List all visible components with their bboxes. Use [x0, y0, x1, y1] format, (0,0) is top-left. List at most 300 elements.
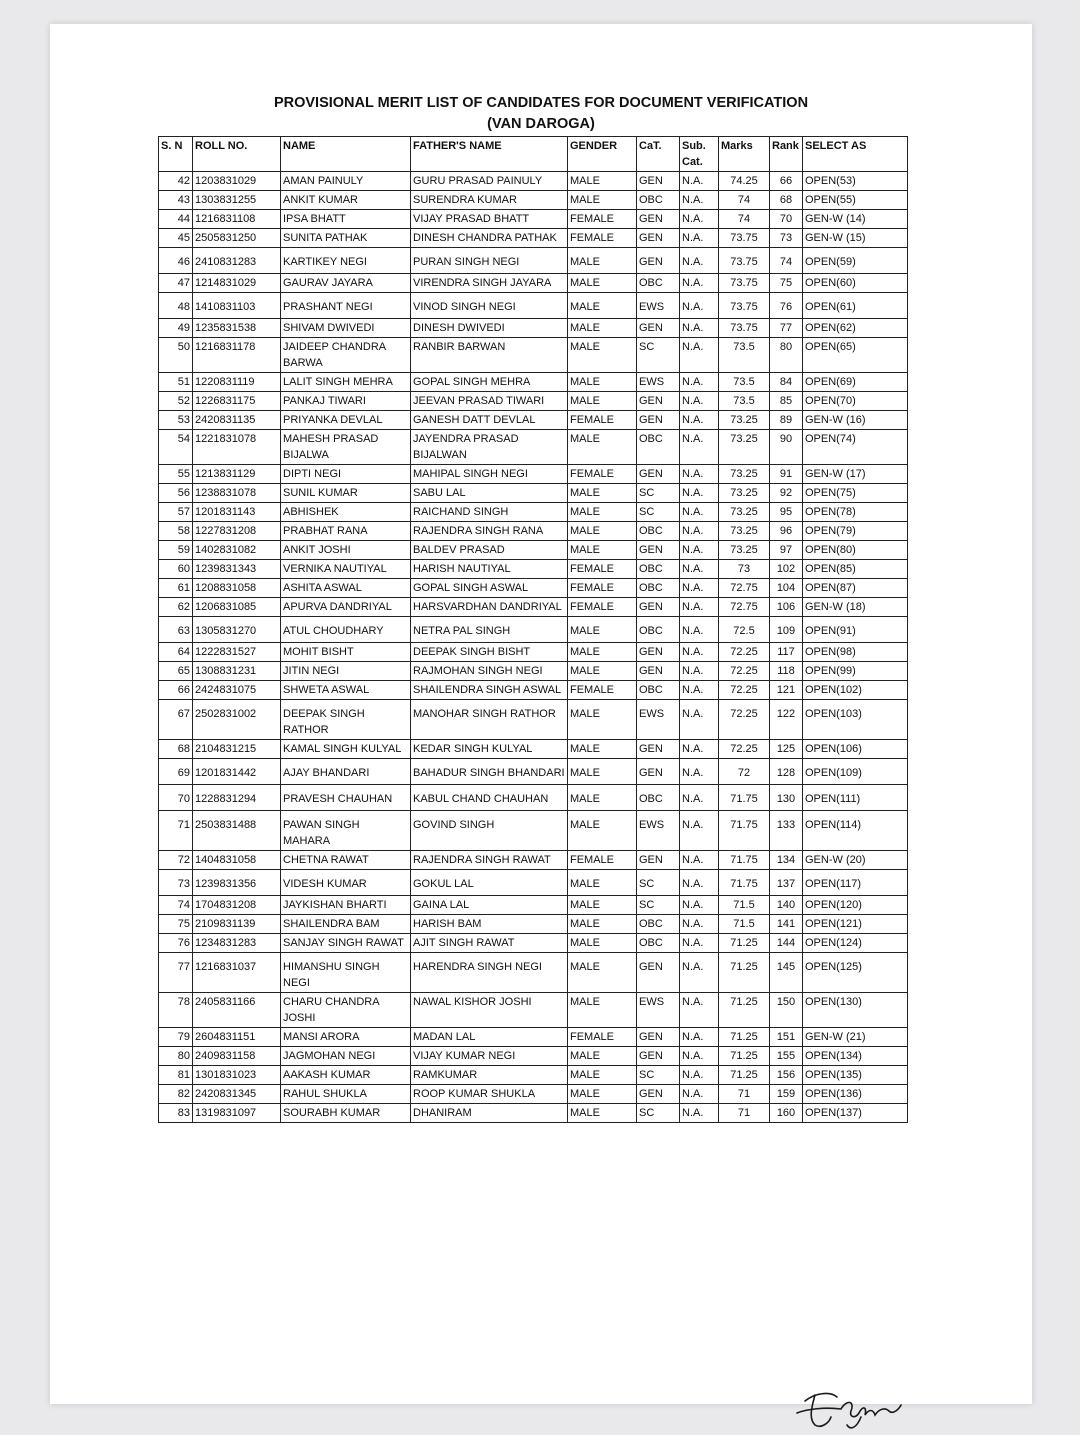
table-row [159, 759, 908, 785]
cell-gender: MALE [568, 662, 637, 681]
cell-sn: 71 [159, 811, 193, 851]
cell-sub-category: N.A. [680, 851, 719, 870]
cell-gender: MALE [568, 1047, 637, 1066]
cell-sub-category: N.A. [680, 191, 719, 210]
cell-father-name: GOPAL SINGH MEHRA [411, 373, 568, 392]
cell-marks: 72.25 [719, 700, 770, 740]
cell-gender: MALE [568, 896, 637, 915]
cell-name: KARTIKEY NEGI [281, 248, 411, 274]
cell-name: SOURABH KUMAR [281, 1104, 411, 1123]
cell-sn: 61 [159, 579, 193, 598]
cell-rank: 106 [770, 598, 803, 617]
cell-gender: MALE [568, 1066, 637, 1085]
cell-father-name: JEEVAN PRASAD TIWARI [411, 392, 568, 411]
cell-sub-category: N.A. [680, 338, 719, 373]
cell-roll-no: 1226831175 [193, 392, 281, 411]
cell-category: GEN [637, 643, 680, 662]
cell-roll-no: 1216831037 [193, 953, 281, 993]
cell-gender: MALE [568, 617, 637, 643]
cell-rank: 134 [770, 851, 803, 870]
cell-category: GEN [637, 1085, 680, 1104]
cell-sub-category: N.A. [680, 662, 719, 681]
cell-select-as: OPEN(62) [803, 319, 908, 338]
cell-category: OBC [637, 934, 680, 953]
cell-gender: MALE [568, 934, 637, 953]
cell-category: EWS [637, 993, 680, 1028]
cell-father-name: BALDEV PRASAD [411, 541, 568, 560]
cell-sn: 42 [159, 172, 193, 191]
cell-select-as: GEN-W (17) [803, 465, 908, 484]
cell-marks: 73 [719, 560, 770, 579]
header-gender: GENDER [568, 137, 637, 172]
cell-gender: FEMALE [568, 579, 637, 598]
cell-sub-category: N.A. [680, 993, 719, 1028]
cell-category: GEN [637, 172, 680, 191]
cell-name: VERNIKA NAUTIYAL [281, 560, 411, 579]
cell-roll-no: 1235831538 [193, 319, 281, 338]
cell-father-name: AJIT SINGH RAWAT [411, 934, 568, 953]
cell-select-as: OPEN(134) [803, 1047, 908, 1066]
cell-marks: 71.75 [719, 785, 770, 811]
cell-gender: MALE [568, 191, 637, 210]
cell-father-name: HARSVARDHAN DANDRIYAL [411, 598, 568, 617]
cell-rank: 117 [770, 643, 803, 662]
cell-category: EWS [637, 373, 680, 392]
cell-sub-category: N.A. [680, 210, 719, 229]
cell-sub-category: N.A. [680, 598, 719, 617]
cell-gender: MALE [568, 392, 637, 411]
cell-roll-no: 2505831250 [193, 229, 281, 248]
cell-category: GEN [637, 229, 680, 248]
cell-select-as: OPEN(102) [803, 681, 908, 700]
cell-select-as: OPEN(74) [803, 430, 908, 465]
cell-sub-category: N.A. [680, 700, 719, 740]
cell-category: GEN [637, 851, 680, 870]
cell-rank: 137 [770, 870, 803, 896]
table-row [159, 1028, 908, 1047]
cell-sn: 49 [159, 319, 193, 338]
header-marks: Marks [719, 137, 770, 172]
cell-gender: MALE [568, 293, 637, 319]
cell-category: SC [637, 1066, 680, 1085]
cell-marks: 71 [719, 1085, 770, 1104]
cell-name: ANKIT JOSHI [281, 541, 411, 560]
cell-marks: 72.5 [719, 617, 770, 643]
cell-gender: MALE [568, 319, 637, 338]
cell-name: AJAY BHANDARI [281, 759, 411, 785]
cell-roll-no: 1206831085 [193, 598, 281, 617]
cell-category: SC [637, 896, 680, 915]
cell-sub-category: N.A. [680, 934, 719, 953]
cell-marks: 72.25 [719, 681, 770, 700]
cell-father-name: DHANIRAM [411, 1104, 568, 1123]
cell-roll-no: 1227831208 [193, 522, 281, 541]
cell-rank: 150 [770, 993, 803, 1028]
cell-select-as: OPEN(91) [803, 617, 908, 643]
cell-roll-no: 2409831158 [193, 1047, 281, 1066]
cell-sn: 62 [159, 598, 193, 617]
cell-select-as: OPEN(55) [803, 191, 908, 210]
cell-category: OBC [637, 522, 680, 541]
cell-sub-category: N.A. [680, 740, 719, 759]
cell-roll-no: 2109831139 [193, 915, 281, 934]
cell-name: PRIYANKA DEVLAL [281, 411, 411, 430]
table-row [159, 172, 908, 191]
table-row [159, 1066, 908, 1085]
cell-father-name: VIJAY KUMAR NEGI [411, 1047, 568, 1066]
cell-gender: FEMALE [568, 560, 637, 579]
cell-select-as: OPEN(125) [803, 953, 908, 993]
cell-gender: MALE [568, 643, 637, 662]
cell-name: MOHIT BISHT [281, 643, 411, 662]
cell-select-as: OPEN(70) [803, 392, 908, 411]
cell-name: SUNIL KUMAR [281, 484, 411, 503]
cell-category: GEN [637, 541, 680, 560]
cell-marks: 71.25 [719, 1066, 770, 1085]
cell-roll-no: 1203831029 [193, 172, 281, 191]
table-row [159, 740, 908, 759]
cell-father-name: HARENDRA SINGH NEGI [411, 953, 568, 993]
cell-name: MANSI ARORA [281, 1028, 411, 1047]
cell-rank: 121 [770, 681, 803, 700]
cell-marks: 71.5 [719, 896, 770, 915]
cell-father-name: HARISH BAM [411, 915, 568, 934]
cell-name: CHETNA RAWAT [281, 851, 411, 870]
table-row [159, 338, 908, 373]
header-category: CaT. [637, 137, 680, 172]
cell-rank: 66 [770, 172, 803, 191]
cell-sub-category: N.A. [680, 293, 719, 319]
cell-category: GEN [637, 319, 680, 338]
cell-roll-no: 1234831283 [193, 934, 281, 953]
cell-roll-no: 1201831442 [193, 759, 281, 785]
cell-marks: 71.75 [719, 811, 770, 851]
cell-select-as: OPEN(120) [803, 896, 908, 915]
cell-gender: MALE [568, 484, 637, 503]
cell-sub-category: N.A. [680, 560, 719, 579]
cell-roll-no: 1239831343 [193, 560, 281, 579]
cell-sub-category: N.A. [680, 229, 719, 248]
cell-sn: 83 [159, 1104, 193, 1123]
cell-marks: 73.5 [719, 338, 770, 373]
cell-rank: 122 [770, 700, 803, 740]
cell-marks: 73.25 [719, 465, 770, 484]
cell-roll-no: 1239831356 [193, 870, 281, 896]
cell-father-name: MADAN LAL [411, 1028, 568, 1047]
cell-sn: 44 [159, 210, 193, 229]
cell-category: OBC [637, 191, 680, 210]
cell-marks: 72.75 [719, 598, 770, 617]
cell-roll-no: 2424831075 [193, 681, 281, 700]
table-row [159, 430, 908, 465]
cell-rank: 109 [770, 617, 803, 643]
cell-sub-category: N.A. [680, 1028, 719, 1047]
cell-roll-no: 1301831023 [193, 1066, 281, 1085]
cell-name: ATUL CHOUDHARY [281, 617, 411, 643]
cell-rank: 76 [770, 293, 803, 319]
cell-select-as: OPEN(103) [803, 700, 908, 740]
cell-marks: 73.25 [719, 430, 770, 465]
cell-select-as: GEN-W (16) [803, 411, 908, 430]
cell-father-name: SHAILENDRA SINGH ASWAL [411, 681, 568, 700]
cell-roll-no: 1221831078 [193, 430, 281, 465]
table-row [159, 870, 908, 896]
cell-marks: 73.25 [719, 522, 770, 541]
cell-sub-category: N.A. [680, 785, 719, 811]
cell-name: ABHISHEK [281, 503, 411, 522]
cell-category: GEN [637, 759, 680, 785]
cell-father-name: NETRA PAL SINGH [411, 617, 568, 643]
cell-rank: 73 [770, 229, 803, 248]
cell-gender: MALE [568, 430, 637, 465]
cell-rank: 145 [770, 953, 803, 993]
cell-category: EWS [637, 811, 680, 851]
cell-sub-category: N.A. [680, 274, 719, 293]
cell-gender: MALE [568, 541, 637, 560]
table-header-row [159, 137, 908, 172]
cell-name: JAYKISHAN BHARTI [281, 896, 411, 915]
cell-sn: 50 [159, 338, 193, 373]
cell-rank: 151 [770, 1028, 803, 1047]
cell-gender: MALE [568, 740, 637, 759]
cell-sub-category: N.A. [680, 915, 719, 934]
table-row [159, 953, 908, 993]
cell-father-name: SABU LAL [411, 484, 568, 503]
cell-roll-no: 2104831215 [193, 740, 281, 759]
cell-rank: 70 [770, 210, 803, 229]
cell-select-as: OPEN(99) [803, 662, 908, 681]
cell-name: PRAVESH CHAUHAN [281, 785, 411, 811]
table-row [159, 484, 908, 503]
table-row [159, 896, 908, 915]
cell-category: OBC [637, 274, 680, 293]
cell-father-name: GAINA LAL [411, 896, 568, 915]
cell-select-as: OPEN(65) [803, 338, 908, 373]
cell-gender: MALE [568, 338, 637, 373]
signature-icon [785, 1379, 935, 1435]
cell-name: JITIN NEGI [281, 662, 411, 681]
cell-select-as: OPEN(124) [803, 934, 908, 953]
cell-roll-no: 1208831058 [193, 579, 281, 598]
cell-father-name: JAYENDRA PRASAD BIJALWAN [411, 430, 568, 465]
cell-gender: MALE [568, 1085, 637, 1104]
cell-roll-no: 1404831058 [193, 851, 281, 870]
cell-sn: 77 [159, 953, 193, 993]
cell-marks: 71.75 [719, 851, 770, 870]
header-rank: Rank [770, 137, 803, 172]
cell-select-as: OPEN(136) [803, 1085, 908, 1104]
cell-sn: 64 [159, 643, 193, 662]
cell-category: SC [637, 338, 680, 373]
cell-father-name: GOVIND SINGH [411, 811, 568, 851]
cell-sn: 82 [159, 1085, 193, 1104]
cell-sub-category: N.A. [680, 870, 719, 896]
cell-select-as: OPEN(59) [803, 248, 908, 274]
cell-father-name: DINESH DWIVEDI [411, 319, 568, 338]
cell-rank: 128 [770, 759, 803, 785]
header-roll-no: ROLL NO. [193, 137, 281, 172]
cell-roll-no: 1228831294 [193, 785, 281, 811]
cell-sub-category: N.A. [680, 522, 719, 541]
cell-sub-category: N.A. [680, 319, 719, 338]
table-row [159, 210, 908, 229]
cell-roll-no: 2502831002 [193, 700, 281, 740]
cell-name: PAWAN SINGH MAHARA [281, 811, 411, 851]
cell-gender: FEMALE [568, 229, 637, 248]
cell-roll-no: 1319831097 [193, 1104, 281, 1123]
cell-marks: 71.25 [719, 1028, 770, 1047]
cell-select-as: OPEN(78) [803, 503, 908, 522]
cell-rank: 118 [770, 662, 803, 681]
cell-select-as: GEN-W (21) [803, 1028, 908, 1047]
table-row [159, 851, 908, 870]
table-body [159, 172, 908, 1123]
cell-sn: 56 [159, 484, 193, 503]
cell-sn: 51 [159, 373, 193, 392]
header-select-as: SELECT AS [803, 137, 908, 172]
cell-sn: 63 [159, 617, 193, 643]
cell-father-name: VIRENDRA SINGH JAYARA [411, 274, 568, 293]
cell-marks: 74.25 [719, 172, 770, 191]
cell-father-name: GOKUL LAL [411, 870, 568, 896]
table-row [159, 274, 908, 293]
table-row [159, 229, 908, 248]
cell-gender: FEMALE [568, 851, 637, 870]
cell-name: ANKIT KUMAR [281, 191, 411, 210]
cell-gender: MALE [568, 373, 637, 392]
cell-father-name: BAHADUR SINGH BHANDARI [411, 759, 568, 785]
cell-name: SHIVAM DWIVEDI [281, 319, 411, 338]
cell-gender: MALE [568, 993, 637, 1028]
cell-rank: 84 [770, 373, 803, 392]
cell-sub-category: N.A. [680, 896, 719, 915]
cell-marks: 73.5 [719, 392, 770, 411]
cell-roll-no: 1216831108 [193, 210, 281, 229]
cell-name: PANKAJ TIWARI [281, 392, 411, 411]
cell-rank: 68 [770, 191, 803, 210]
cell-rank: 160 [770, 1104, 803, 1123]
table-row [159, 662, 908, 681]
cell-name: ASHITA ASWAL [281, 579, 411, 598]
cell-category: SC [637, 1104, 680, 1123]
cell-category: OBC [637, 560, 680, 579]
cell-father-name: ROOP KUMAR SHUKLA [411, 1085, 568, 1104]
cell-sn: 72 [159, 851, 193, 870]
cell-rank: 155 [770, 1047, 803, 1066]
cell-gender: MALE [568, 503, 637, 522]
table-row [159, 579, 908, 598]
table-row [159, 1085, 908, 1104]
cell-name: SUNITA PATHAK [281, 229, 411, 248]
cell-marks: 71 [719, 1104, 770, 1123]
cell-name: APURVA DANDRIYAL [281, 598, 411, 617]
table-row [159, 598, 908, 617]
table-row [159, 541, 908, 560]
cell-category: GEN [637, 248, 680, 274]
cell-select-as: OPEN(53) [803, 172, 908, 191]
cell-father-name: GURU PRASAD PAINULY [411, 172, 568, 191]
cell-marks: 72.25 [719, 740, 770, 759]
cell-select-as: OPEN(109) [803, 759, 908, 785]
cell-name: AMAN PAINULY [281, 172, 411, 191]
cell-name: CHARU CHANDRA JOSHI [281, 993, 411, 1028]
cell-sub-category: N.A. [680, 465, 719, 484]
cell-father-name: MAHIPAL SINGH NEGI [411, 465, 568, 484]
cell-father-name: SURENDRA KUMAR [411, 191, 568, 210]
cell-rank: 144 [770, 934, 803, 953]
cell-select-as: OPEN(60) [803, 274, 908, 293]
cell-rank: 85 [770, 392, 803, 411]
cell-marks: 74 [719, 191, 770, 210]
cell-rank: 92 [770, 484, 803, 503]
cell-sub-category: N.A. [680, 811, 719, 851]
cell-rank: 95 [770, 503, 803, 522]
cell-sn: 59 [159, 541, 193, 560]
cell-sn: 66 [159, 681, 193, 700]
cell-rank: 141 [770, 915, 803, 934]
cell-gender: MALE [568, 953, 637, 993]
cell-sub-category: N.A. [680, 681, 719, 700]
cell-roll-no: 2410831283 [193, 248, 281, 274]
cell-marks: 74 [719, 210, 770, 229]
cell-gender: MALE [568, 522, 637, 541]
cell-father-name: VIJAY PRASAD BHATT [411, 210, 568, 229]
cell-category: GEN [637, 210, 680, 229]
cell-name: AAKASH KUMAR [281, 1066, 411, 1085]
cell-category: GEN [637, 740, 680, 759]
cell-name: MAHESH PRASAD BIJALWA [281, 430, 411, 465]
cell-roll-no: 1220831119 [193, 373, 281, 392]
cell-category: GEN [637, 662, 680, 681]
table-row [159, 465, 908, 484]
cell-select-as: OPEN(117) [803, 870, 908, 896]
table-row [159, 373, 908, 392]
cell-select-as: OPEN(98) [803, 643, 908, 662]
cell-marks: 73.25 [719, 484, 770, 503]
cell-sn: 76 [159, 934, 193, 953]
cell-rank: 156 [770, 1066, 803, 1085]
cell-sn: 69 [159, 759, 193, 785]
table-row [159, 993, 908, 1028]
cell-marks: 73.75 [719, 248, 770, 274]
cell-marks: 73.75 [719, 274, 770, 293]
cell-select-as: OPEN(121) [803, 915, 908, 934]
cell-name: LALIT SINGH MEHRA [281, 373, 411, 392]
cell-category: GEN [637, 1047, 680, 1066]
table-row [159, 248, 908, 274]
cell-sn: 58 [159, 522, 193, 541]
cell-father-name: KEDAR SINGH KULYAL [411, 740, 568, 759]
cell-father-name: RAJENDRA SINGH RAWAT [411, 851, 568, 870]
cell-marks: 73.75 [719, 319, 770, 338]
table-row [159, 1104, 908, 1123]
cell-marks: 71.25 [719, 934, 770, 953]
cell-roll-no: 2503831488 [193, 811, 281, 851]
cell-select-as: OPEN(79) [803, 522, 908, 541]
table-row [159, 293, 908, 319]
cell-sub-category: N.A. [680, 1066, 719, 1085]
cell-father-name: RAMKUMAR [411, 1066, 568, 1085]
cell-category: OBC [637, 617, 680, 643]
cell-roll-no: 1214831029 [193, 274, 281, 293]
cell-category: SC [637, 870, 680, 896]
cell-gender: MALE [568, 870, 637, 896]
cell-father-name: RANBIR BARWAN [411, 338, 568, 373]
cell-select-as: OPEN(75) [803, 484, 908, 503]
cell-name: SHWETA ASWAL [281, 681, 411, 700]
cell-gender: FEMALE [568, 411, 637, 430]
cell-rank: 159 [770, 1085, 803, 1104]
